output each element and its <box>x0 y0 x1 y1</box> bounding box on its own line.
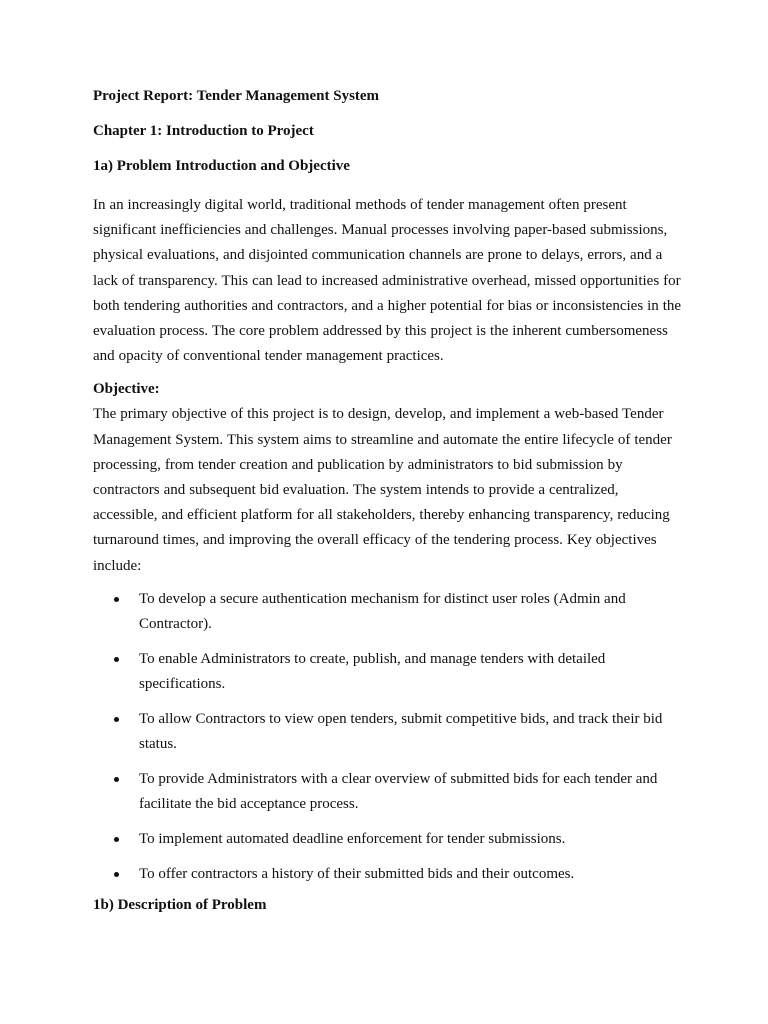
chapter-heading: Chapter 1: Introduction to Project <box>93 123 314 139</box>
list-item <box>93 647 683 697</box>
list-item-text: To offer contractors a history of their submitted bids and their outcomes. <box>139 865 575 882</box>
bullet-icon <box>114 657 119 662</box>
list-item <box>93 587 683 637</box>
intro-paragraph: In an increasingly digital world, traditional methods of tender management often present significant inefficiencies and challenges. Manual processes involving paper-based submissions, physical evaluations, and disjointed communication channels are prone to delays, errors, and a lack of transparency. This can lead to increased administrative overhead, missed opportunities for both tendering authorities and contractors, and a higher potential for bias or inconsistencies in the evaluation process. The core problem addressed by this project is the inherent cumbersomeness and opacity of conventional tender management practices. <box>93 197 682 365</box>
list-item-text: To enable Administrators to create, publish, and manage tenders with detailed specifications. <box>139 650 606 693</box>
list-item-text: To implement automated deadline enforcement for tender submissions. <box>139 830 566 847</box>
bullet-icon <box>114 717 119 722</box>
list-item <box>93 767 683 817</box>
objective-label: Objective: <box>93 381 160 398</box>
bullet-icon <box>114 872 119 877</box>
objectives-list <box>93 587 683 887</box>
list-item-text: To provide Administrators with a clear overview of submitted bids for each tender and facilitate the bid acceptance process. <box>139 770 658 813</box>
list-item <box>93 827 683 852</box>
list-item <box>93 707 683 757</box>
list-item <box>93 862 683 887</box>
objective-paragraph: The primary objective of this project is to design, develop, and implement a web-based Tender Management System. This system aims to streamline and automate the entire lifecycle of tender processing, from tender creation and publication by administrators to bid submission by contractors and subsequent bid evaluation. The system intends to provide a centralized, accessible, and efficient platform for all stakeholders, thereby enhancing transparency, reducing turnaround times, and improving the overall efficacy of the tendering process. Key objectives include: <box>93 406 672 574</box>
bullet-icon <box>114 597 119 602</box>
list-item-text: To allow Contractors to view open tenders, submit competitive bids, and track their bid status. <box>139 710 663 753</box>
section-heading-1b: 1b) Description of Problem <box>93 897 267 914</box>
list-item-text: To develop a secure authentication mechanism for distinct user roles (Admin and Contractor). <box>139 590 626 633</box>
report-title: Project Report: Tender Management System <box>93 88 380 104</box>
section-heading-1a: 1a) Problem Introduction and Objective <box>93 158 350 174</box>
bullet-icon <box>114 837 119 842</box>
document-body <box>93 87 683 914</box>
bullet-icon <box>114 777 119 782</box>
